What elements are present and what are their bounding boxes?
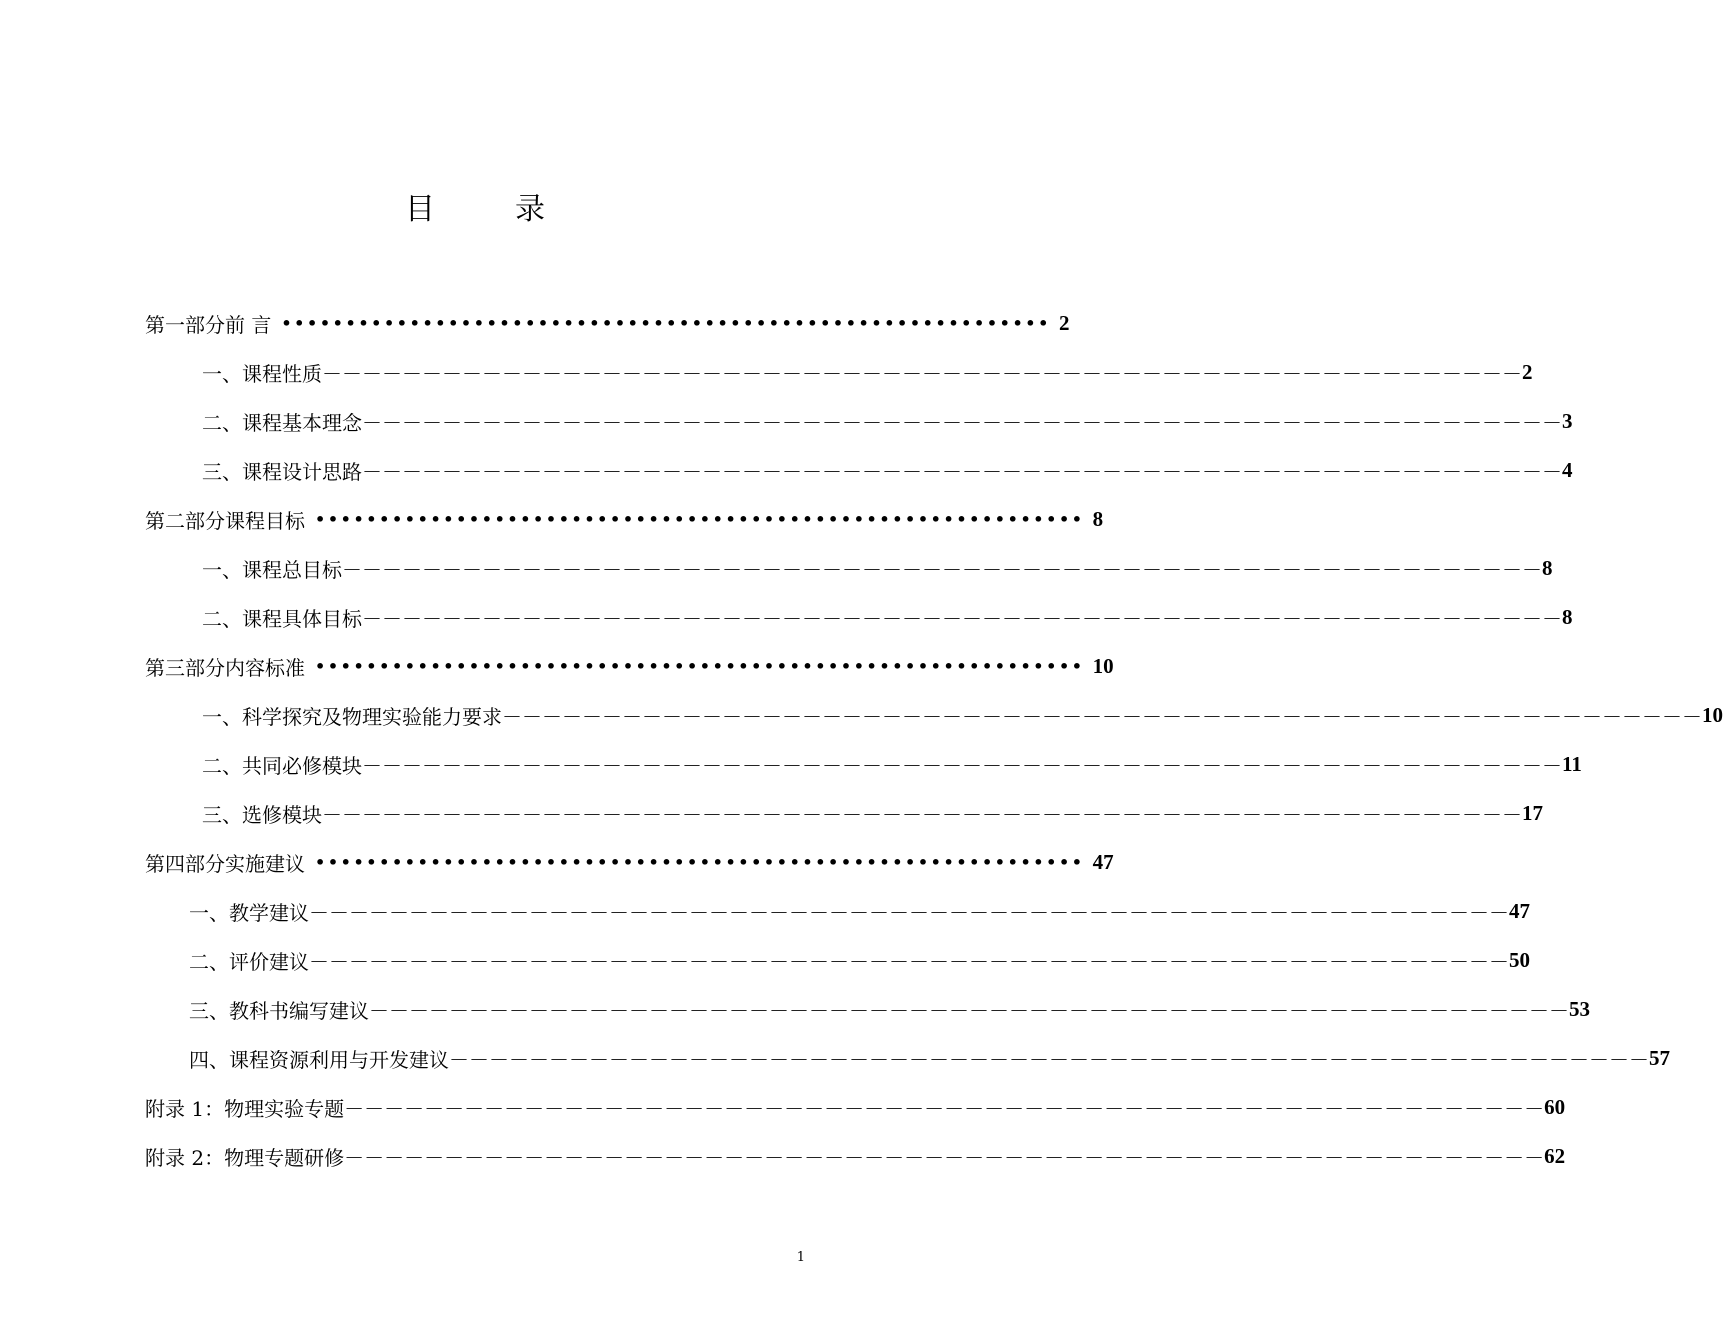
toc-entry[interactable] (145, 651, 1114, 681)
toc-entry-label: 物理专题研修 (224, 1145, 345, 1170)
toc-entry-label: 课程设计思路 (242, 459, 362, 484)
dash-leader: －－－－－－－－－－－－－－－－－－－－－－－－－－－－－－－－－－－－－－－－－－－－－－－－－－－－－－－－－－－－ (344, 1096, 1545, 1121)
toc-entry[interactable] (145, 847, 1114, 877)
toc-entry[interactable] (202, 553, 1553, 583)
toc-entry-label: 内容标准 (225, 655, 305, 680)
toc-entry-number: 一、 (189, 900, 229, 925)
toc-entry[interactable] (189, 945, 1530, 975)
dash-leader: －－－－－－－－－－－－－－－－－－－－－－－－－－－－－－－－－－－－－－－－－－－－－－－－－－－－－－－－－－－－ (342, 557, 1542, 582)
toc-entry[interactable] (202, 602, 1573, 632)
toc-entry-label: 课程性质 (242, 361, 322, 386)
dash-leader: －－－－－－－－－－－－－－－－－－－－－－－－－－－－－－－－－－－－－－－－－－－－－－－－－－－－－－－－－－－－ (362, 459, 1562, 484)
title-char-1: 目 (405, 192, 435, 227)
toc-entry[interactable] (189, 994, 1590, 1024)
toc-entry[interactable] (145, 1092, 1566, 1122)
toc-entry[interactable] (189, 896, 1530, 926)
toc-entry-page: 57 (1649, 1045, 1670, 1070)
page-number: 1 (796, 1250, 805, 1265)
toc-entry-number: 四、 (189, 1047, 229, 1072)
dash-leader: －－－－－－－－－－－－－－－－－－－－－－－－－－－－－－－－－－－－－－－－－－－－－－－－－－－－－－－－－－－－ (449, 1047, 1649, 1072)
dash-leader: －－－－－－－－－－－－－－－－－－－－－－－－－－－－－－－－－－－－－－－－－－－－－－－－－－－－－－－－－－－－ (344, 1145, 1545, 1170)
dot-leader: •••••••••••••••••••••••••••••••••••••••••••••••••••••••••••• (315, 509, 1085, 529)
toc-entry-page: 2 (1058, 310, 1070, 335)
toc-entry-label: 共同必修模块 (242, 753, 362, 778)
toc-entry-number: 第三部分 (145, 655, 225, 680)
toc-entry-page: 4 (1562, 457, 1573, 482)
dash-leader: －－－－－－－－－－－－－－－－－－－－－－－－－－－－－－－－－－－－－－－－－－－－－－－－－－－－－－－－－－－－ (362, 410, 1562, 435)
toc-entry-number: 二、 (202, 410, 242, 435)
toc-entry-page: 50 (1509, 947, 1530, 972)
toc-entry-page: 53 (1569, 996, 1590, 1021)
toc-entry[interactable] (202, 357, 1533, 387)
toc-entry[interactable] (145, 1141, 1566, 1171)
toc-entry-page: 3 (1562, 408, 1573, 433)
toc-entry[interactable] (202, 406, 1573, 436)
toc-entry-label: 教学建议 (229, 900, 309, 925)
toc-entry[interactable] (189, 1043, 1670, 1073)
toc-entry-number: 二、 (202, 606, 242, 631)
toc-entry-number: 第二部分 (145, 508, 225, 533)
dot-leader: •••••••••••••••••••••••••••••••••••••••••••••••••••••••••••• (281, 313, 1051, 333)
toc-entry-page: 8 (1092, 506, 1104, 531)
dash-leader: －－－－－－－－－－－－－－－－－－－－－－－－－－－－－－－－－－－－－－－－－－－－－－－－－－－－－－－－－－－－ (369, 998, 1569, 1023)
toc-entry-label: 评价建议 (229, 949, 309, 974)
dash-leader: －－－－－－－－－－－－－－－－－－－－－－－－－－－－－－－－－－－－－－－－－－－－－－－－－－－－－－－－－－－－ (502, 704, 1702, 729)
toc-entry-label: 物理实验专题 (224, 1096, 345, 1121)
toc-entry-label: 课程基本理念 (242, 410, 362, 435)
toc-entry-page: 11 (1562, 751, 1582, 776)
toc-entry-label: 课程目标 (225, 508, 305, 533)
toc-entry-number: 三、 (189, 998, 229, 1023)
toc-entry-label: 科学探究及物理实验能力要求 (242, 704, 502, 729)
dash-leader: －－－－－－－－－－－－－－－－－－－－－－－－－－－－－－－－－－－－－－－－－－－－－－－－－－－－－－－－－－－－ (362, 753, 1562, 778)
toc-entry-page: 10 (1092, 653, 1114, 678)
dash-leader: －－－－－－－－－－－－－－－－－－－－－－－－－－－－－－－－－－－－－－－－－－－－－－－－－－－－－－－－－－－－ (309, 949, 1509, 974)
toc-entry[interactable] (202, 749, 1582, 779)
toc-entry-number: 一、 (202, 361, 242, 386)
dash-leader: －－－－－－－－－－－－－－－－－－－－－－－－－－－－－－－－－－－－－－－－－－－－－－－－－－－－－－－－－－－－ (322, 802, 1522, 827)
toc-entry[interactable] (202, 700, 1723, 730)
toc-entry-number: 附录 2： (145, 1145, 225, 1170)
dot-leader: •••••••••••••••••••••••••••••••••••••••••••••••••••••••••••• (315, 656, 1085, 676)
title-char-2: 录 (515, 192, 545, 227)
toc-entry[interactable] (202, 455, 1573, 485)
toc-entry-number: 第四部分 (145, 851, 225, 876)
toc-entry-number: 一、 (202, 704, 242, 729)
toc-entry-number: 三、 (202, 802, 242, 827)
toc-entry-page: 2 (1522, 359, 1533, 384)
toc-entry-label: 前 言 (225, 312, 272, 337)
toc-entry-number: 第一部分 (145, 312, 225, 337)
toc-entry-page: 17 (1522, 800, 1543, 825)
toc-entry-page: 47 (1509, 898, 1530, 923)
toc-entry[interactable] (145, 308, 1070, 338)
dash-leader: －－－－－－－－－－－－－－－－－－－－－－－－－－－－－－－－－－－－－－－－－－－－－－－－－－－－－－－－－－－－ (322, 361, 1522, 386)
dash-leader: －－－－－－－－－－－－－－－－－－－－－－－－－－－－－－－－－－－－－－－－－－－－－－－－－－－－－－－－－－－－ (309, 900, 1509, 925)
dot-leader: •••••••••••••••••••••••••••••••••••••••••••••••••••••••••••• (315, 852, 1085, 872)
toc-entry-label: 课程资源利用与开发建议 (229, 1047, 449, 1072)
toc-entry-label: 课程具体目标 (242, 606, 362, 631)
toc-entry-number: 附录 1： (145, 1096, 225, 1121)
toc-entry-number: 二、 (189, 949, 229, 974)
toc-entry-page: 60 (1544, 1094, 1566, 1119)
toc-entry-number: 二、 (202, 753, 242, 778)
dash-leader: －－－－－－－－－－－－－－－－－－－－－－－－－－－－－－－－－－－－－－－－－－－－－－－－－－－－－－－－－－－－ (362, 606, 1562, 631)
toc-entry-page: 47 (1092, 849, 1114, 874)
toc-entry-number: 三、 (202, 459, 242, 484)
toc-entry[interactable] (145, 504, 1104, 534)
toc-entry-page: 10 (1702, 702, 1723, 727)
toc-entry-page: 8 (1562, 604, 1573, 629)
toc-entry-number: 一、 (202, 557, 242, 582)
toc-entry-page: 8 (1542, 555, 1553, 580)
toc-entry[interactable] (202, 798, 1543, 828)
toc-entry-page: 62 (1544, 1143, 1566, 1168)
toc-entry-label: 实施建议 (225, 851, 305, 876)
toc-entry-label: 教科书编写建议 (229, 998, 369, 1023)
toc-entry-label: 课程总目标 (242, 557, 342, 582)
toc-entry-label: 选修模块 (242, 802, 322, 827)
